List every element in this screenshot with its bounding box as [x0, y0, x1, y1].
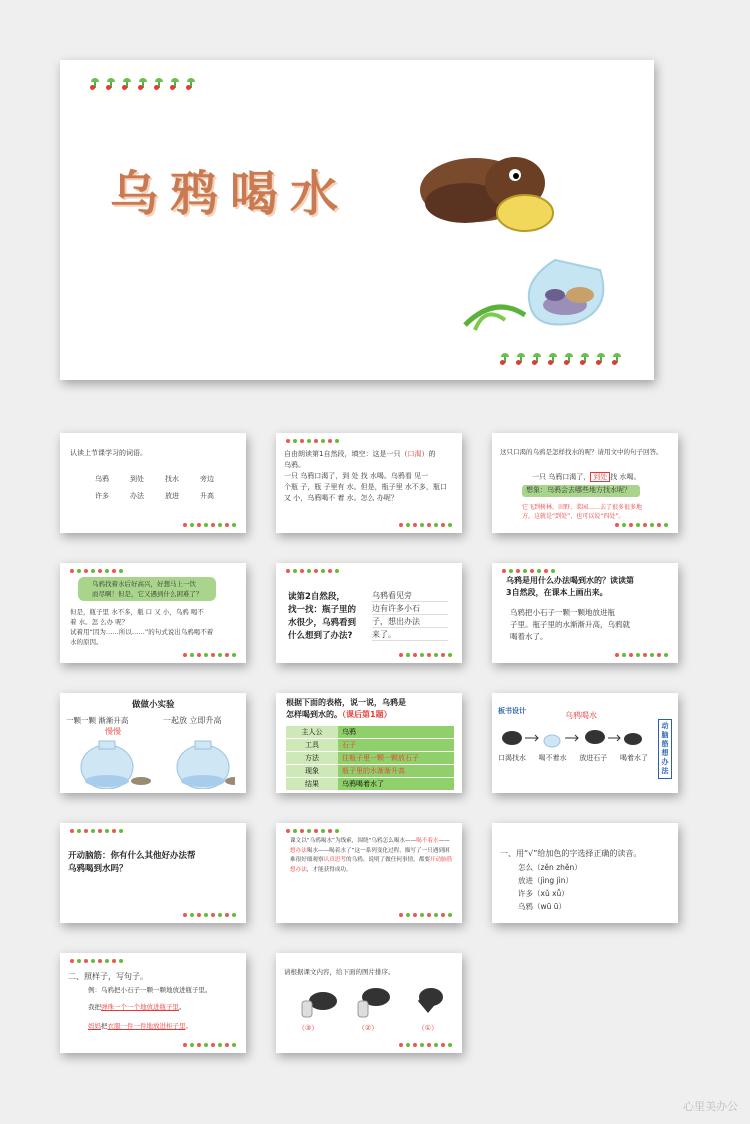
order-answer: （①） [417, 1024, 438, 1032]
question-text [288, 591, 373, 643]
excerpt-line: 乌鸦把小石子一颗一颗地放进瓶 [510, 608, 615, 617]
exercise-items [518, 861, 582, 913]
summary-text: —— [438, 838, 450, 844]
summary-text: 水—— [399, 838, 417, 844]
order-answer: （③） [298, 1024, 319, 1032]
order-answers [298, 1023, 438, 1034]
question-line: 乌鸦是用什么办法喝到水的？读读第 [506, 576, 634, 585]
slide-text-line: 又 小，乌鸦喝不 着 水。怎么 办呢？ [284, 494, 398, 502]
slide-heading: 板书设计 [498, 707, 526, 715]
answer-text [522, 503, 672, 521]
excerpt-line: 子，想出办法 [372, 617, 420, 626]
table-value: 往瓶子里一颗一颗放石子 [338, 752, 454, 764]
slide-text [532, 472, 640, 483]
slide-thumbnail-13[interactable] [60, 953, 246, 1053]
fill-answer: 想办法 [290, 847, 307, 854]
word: 到处 [130, 475, 144, 483]
fill-answer: 喝不着水 [416, 838, 439, 844]
dot-decoration [615, 653, 668, 657]
exercise-heading: 二、照样子，写句子。 [68, 972, 148, 981]
info-table [286, 726, 454, 791]
slide-thumbnail-8[interactable] [276, 693, 462, 793]
question-text [286, 697, 461, 721]
summary-text: ，才能获得成功。 [306, 866, 352, 873]
sprout-decoration [500, 353, 622, 365]
question-text [68, 850, 243, 876]
slide-text-line: 一只 乌鸦口渴了， [532, 473, 591, 481]
question-line: 找一找：瓶子里的 [288, 605, 357, 615]
fill-answer: 衣服一件一件地放进柜子里 [107, 1022, 186, 1030]
slide-text-line: 个瓶 子，瓶 子里有 水。但是，瓶子里 水不多，瓶口 [284, 483, 447, 491]
slide-text-line: 试着用“因为……所以……”的句式说出乌鸦喝不着 [70, 628, 214, 636]
slide-text-line: 找 水喝。 [610, 473, 641, 481]
board-title: 乌鸦喝水 [565, 711, 597, 720]
dot-decoration [502, 569, 555, 573]
excerpt-line: 边有许多小石 [372, 604, 420, 613]
slide-thumbnail-1[interactable] [60, 433, 246, 533]
slide-title: 乌鸦喝水 [110, 166, 351, 222]
phrase-label: 慢慢 [105, 727, 121, 736]
table-value: 乌鸦喝着水了 [338, 778, 454, 790]
slide-thumbnail-4[interactable] [60, 563, 246, 663]
question-line: 读第2自然段， [288, 592, 345, 602]
slide-thumbnail-10[interactable] [60, 823, 246, 923]
slide-text [70, 607, 242, 647]
word: 办法 [130, 492, 144, 500]
slide-thumbnail-12[interactable] [492, 823, 678, 923]
text-excerpt [372, 589, 448, 641]
table-row [286, 765, 454, 778]
table-value: 瓶子里的水渐渐升高 [338, 765, 454, 777]
question-line: 水很少，乌鸦看到 [288, 618, 357, 628]
table-value: 乌鸦 [338, 726, 454, 738]
fill-answer: 弹珠一个一个地放进瓶子里 [101, 1003, 179, 1011]
question-line: 乌鸦找着水后好高兴，好想马上一饮 [92, 580, 196, 588]
board-steps [498, 753, 648, 763]
exercise-item: 放进（jìng jìn） [518, 876, 573, 885]
slide-heading: 做做小实验 [132, 700, 175, 710]
question-line: 什么想到了办法? [288, 631, 353, 641]
sentence-part: 。 [179, 1003, 186, 1011]
slide-thumbnail-2[interactable] [276, 433, 462, 533]
slide-thumbnail-3[interactable] [492, 433, 678, 533]
question-line: 乌鸦喝到水吗？ [68, 864, 128, 874]
slide-text-line: 自由朗读第1自然段，填空：这是一只（ [284, 450, 408, 458]
table-key: 方法 [286, 752, 338, 764]
word: 旁边 [200, 475, 214, 483]
question-line: 3自然段，在课本上画出来。 [506, 588, 608, 597]
question-line: 而尽啊！但是，它又遇到什么困难了？ [92, 590, 203, 598]
sentence-part: 我把 [88, 1003, 101, 1011]
board-step: 放进石子 [579, 754, 608, 762]
word: 升高 [200, 492, 214, 500]
answer-sentence [88, 1021, 192, 1032]
watermark-text: 心里美办公 [683, 1100, 738, 1113]
word: 找水 [165, 475, 179, 483]
summary-paragraph [290, 837, 455, 875]
exercise-heading: 请根据课文内容，给下面的图片排序。 [284, 968, 395, 976]
word: 乌鸦 [95, 475, 109, 483]
slide-thumbnail-11[interactable] [276, 823, 462, 923]
board-step: 喝着水了 [619, 754, 648, 762]
dot-decoration [183, 653, 236, 657]
summary-text: 喝水——喝 [306, 847, 335, 854]
sentence-part: 。 [185, 1022, 192, 1030]
dot-decoration [70, 829, 123, 833]
excerpt-line: 乌鸦看见旁 [372, 591, 412, 600]
order-answer: （②） [357, 1024, 379, 1032]
exercise-item: 许多（xǔ xǚ） [518, 889, 569, 898]
phrase-label: 一颗一颗 渐渐升高 [66, 716, 129, 725]
dot-decoration [183, 523, 236, 527]
phrase-label: 一起放 立即升高 [163, 716, 222, 725]
slide-text-line: 一只 乌鸦口渴了，到 处 找 水喝。乌鸦看 见一 [284, 472, 429, 480]
sentence-part: 把 [101, 1022, 108, 1030]
exercise-item: 怎么（zěn zhěn） [518, 863, 582, 872]
word-grid [95, 474, 235, 502]
fill-answer: 妈妈 [88, 1022, 101, 1030]
sprout-decoration [90, 78, 196, 90]
dot-decoration [183, 1043, 236, 1047]
table-row [286, 726, 454, 739]
slide-text-line: ）的 [421, 450, 436, 458]
slide-text-line: 但是，瓶子里 水不多，瓶 口 又 小，乌鸦 喝不 [70, 608, 204, 616]
slide-text [284, 449, 456, 504]
dot-decoration [70, 569, 123, 573]
answer-line: 它飞到树林、田野、菜园……去了很多很多地 [522, 504, 643, 511]
slide-thumbnail-14[interactable] [276, 953, 462, 1053]
text-excerpt [510, 607, 670, 643]
dot-decoration [399, 1043, 452, 1047]
fill-answer: 开动脑筋想办法 [290, 857, 453, 873]
excerpt-line: 来了。 [372, 630, 396, 639]
dot-decoration [286, 569, 339, 573]
slide-thumbnail-6[interactable] [492, 563, 678, 663]
dot-decoration [399, 523, 452, 527]
summary-text: 课文以“乌鸦喝水”为线索，围绕“乌鸦怎么喝 [290, 838, 400, 844]
question-line: （课后第1题） [342, 710, 392, 719]
answer-text: 口渴 [407, 450, 422, 458]
excerpt-line: 喝着水了。 [510, 632, 548, 641]
exercise-item: 乌鸦（wū ū） [518, 902, 567, 911]
slide-text-line: 乌鸦。 [284, 461, 305, 469]
question-text [506, 575, 676, 599]
dot-decoration [399, 653, 452, 657]
dot-decoration [70, 959, 123, 963]
dot-decoration [615, 523, 668, 527]
answer-sentence [88, 1002, 186, 1013]
crow-pictures [288, 983, 448, 1023]
table-row [286, 778, 454, 791]
question-line: 根据下面的表格，说一说，乌鸦是 [286, 698, 406, 707]
exercise-heading: 一、用“√”给加色的字选择正确的读音。 [500, 849, 642, 858]
slide-thumbnail-5[interactable] [276, 563, 462, 663]
excerpt-line: 子里。瓶子里的水渐渐升高，乌鸦就 [510, 620, 630, 629]
dot-decoration [183, 913, 236, 917]
crow-and-bottle-illustration [405, 145, 615, 335]
hint-text: 想象：乌鸦会去哪些地方找水呢？ [526, 486, 631, 494]
slide-text-line: 水的原因。 [70, 638, 103, 646]
question-line: 开动脑筋：你有什么其他好办法帮 [68, 851, 196, 861]
slide-thumbnail-7[interactable] [60, 693, 246, 793]
summary-text: 细观察 [306, 857, 324, 863]
fill-answer: 认真思考 [323, 857, 346, 863]
crow-sequence-illustration [500, 723, 648, 753]
word: 许多 [95, 492, 109, 500]
question-line: 怎样喝到水的。 [286, 710, 342, 719]
question-text [92, 579, 217, 599]
board-side-note: 动脑筋想办法 [658, 719, 672, 779]
slide-instruction: 认读上节课学习的词语。 [70, 449, 147, 457]
answer-line: 方，这就是“到处”，也可以说“四处”。 [522, 513, 625, 520]
summary-text: 都要 [418, 857, 430, 863]
board-step: 喝不着水 [538, 754, 567, 762]
table-key: 结果 [286, 778, 338, 790]
dot-decoration [286, 829, 339, 833]
word: 放进 [165, 492, 179, 500]
dot-decoration [286, 439, 339, 443]
example-sentence: 例：乌鸦把小石子一颗一颗地放进瓶子里。 [88, 986, 212, 994]
title-slide[interactable] [60, 60, 654, 380]
table-key: 工具 [286, 739, 338, 751]
slide-text-line: 着 水。怎 么办 呢？ [70, 618, 129, 626]
summary-text: 着水了”这一系列变化过程，描写了一只遇到困难很好 [290, 847, 450, 863]
jar-illustration [75, 737, 235, 789]
slide-question: 这只口渴的乌鸦是怎样找水的呢？请用文中的句子回答。 [500, 448, 663, 456]
dot-decoration [399, 913, 452, 917]
slide-thumbnail-9[interactable] [492, 693, 678, 793]
summary-text: 的乌鸦。说明了做任何事情， [345, 857, 419, 863]
table-row [286, 739, 454, 752]
table-value: 石子 [338, 739, 454, 751]
table-key: 现象 [286, 765, 338, 777]
highlighted-word: 到处 [590, 472, 610, 482]
board-step: 口渴找水 [498, 754, 526, 762]
table-key: 主人公 [286, 726, 338, 738]
table-row [286, 752, 454, 765]
